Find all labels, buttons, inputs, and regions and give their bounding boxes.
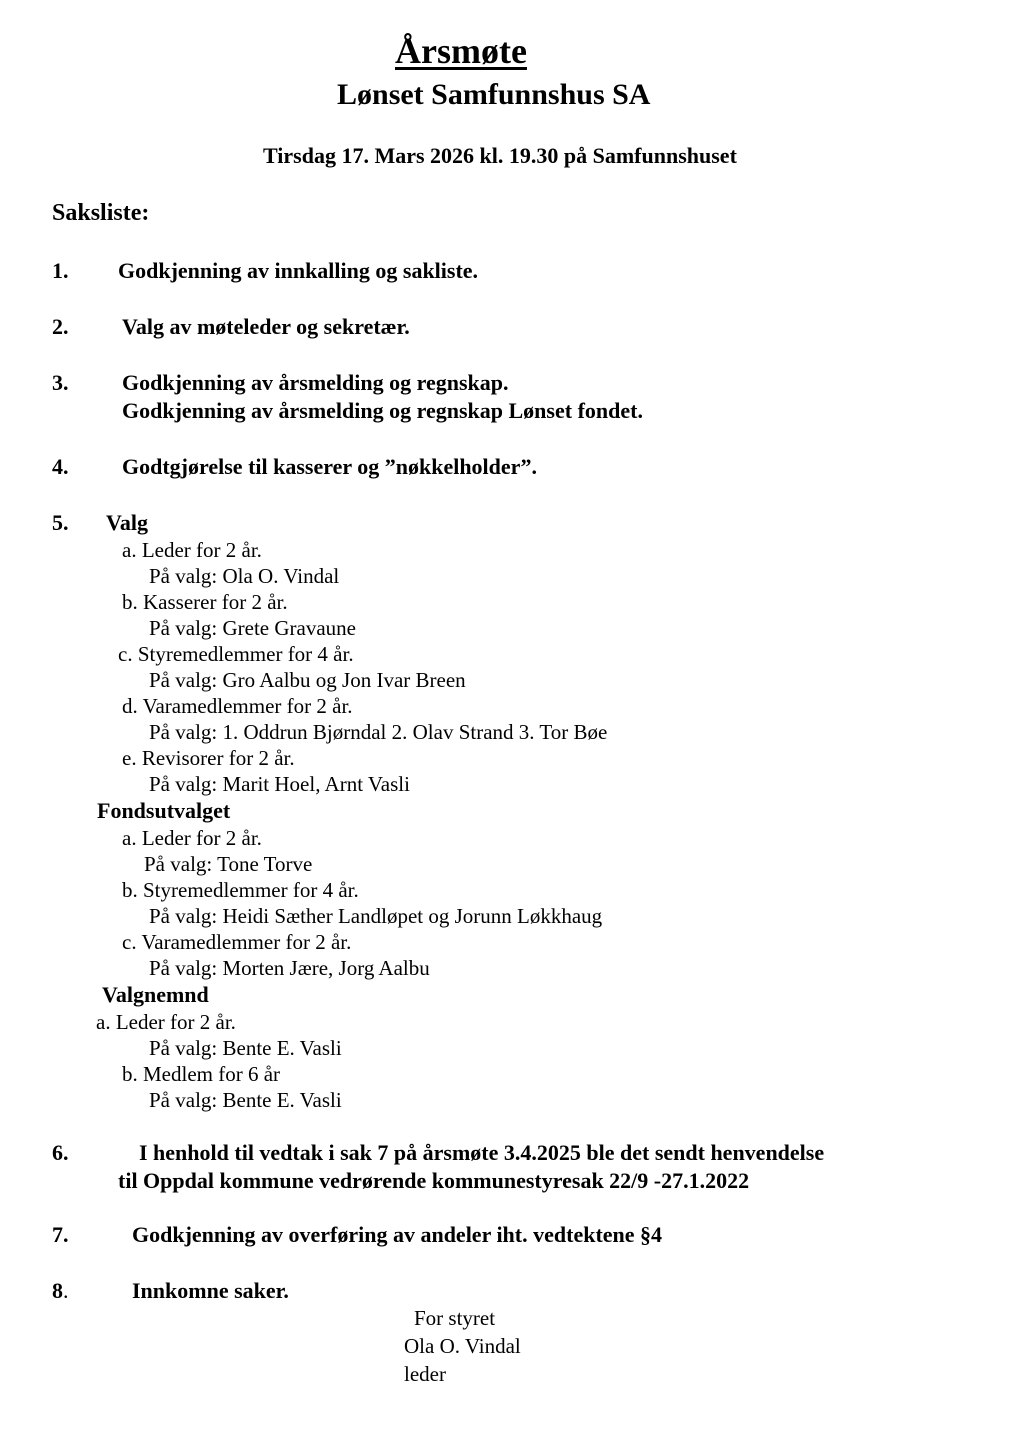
- agenda-item-4: Godtgjørelse til kasserer og ”nøkkelholder”.: [122, 454, 537, 479]
- fonds-item-label: a. Leder for 2 år.: [122, 826, 262, 850]
- agenda-item-6-line2: til Oppdal kommune vedrørende kommunestyresak 22/9 -27.1.2022: [118, 1168, 750, 1193]
- valg-item-candidates: På valg: 1. Oddrun Bjørndal 2. Olav Strand 3. Tor Bøe: [149, 720, 608, 744]
- fonds-item-candidates: På valg: Morten Jære, Jorg Aalbu: [149, 956, 430, 980]
- item-number: 1.: [52, 258, 69, 283]
- document-title: Årsmøte: [395, 31, 527, 71]
- valg-item-candidates: På valg: Ola O. Vindal: [149, 564, 340, 588]
- valg-item-label: d. Varamedlemmer for 2 år.: [122, 694, 353, 718]
- agenda-item-2: Valg av møteleder og sekretær.: [122, 314, 410, 339]
- item-number: 6.: [52, 1140, 69, 1165]
- item-number: 7.: [52, 1222, 69, 1247]
- item-number: [52, 1278, 69, 1304]
- valg-item-candidates: På valg: Gro Aalbu og Jon Ivar Breen: [149, 668, 466, 692]
- meeting-info: Tirsdag 17. Mars 2026 kl. 19.30 på Samfunnshuset: [263, 143, 737, 168]
- item-number: 2.: [52, 314, 69, 339]
- item-number: 5.: [52, 510, 69, 535]
- agenda-item-5: Valg: [106, 510, 148, 535]
- signature-role: leder: [404, 1362, 446, 1386]
- valgnemnd-item-label: b. Medlem for 6 år: [122, 1062, 281, 1086]
- item-number-dot: .: [63, 1278, 69, 1303]
- agenda-item-3: Godkjenning av årsmelding og regnskap.: [122, 370, 509, 395]
- organization-name: Lønset Samfunnshus SA: [337, 78, 651, 111]
- fonds-item-candidates: På valg: Tone Torve: [144, 852, 313, 876]
- valg-item-candidates: På valg: Grete Gravaune: [149, 616, 356, 640]
- agenda-heading: Saksliste:: [52, 200, 150, 226]
- fonds-item-label: c. Varamedlemmer for 2 år.: [122, 930, 352, 954]
- valg-item-label: a. Leder for 2 år.: [122, 538, 262, 562]
- fonds-item-label: b. Styremedlemmer for 4 år.: [122, 878, 359, 902]
- item-number-digit: 8: [52, 1278, 63, 1303]
- valg-item-label: c. Styremedlemmer for 4 år.: [118, 642, 354, 666]
- fonds-item-candidates: På valg: Heidi Sæther Landløpet og Jorunn Løkkhaug: [149, 904, 603, 928]
- valgnemnd-item-candidates: På valg: Bente E. Vasli: [149, 1036, 342, 1060]
- valg-item-label: b. Kasserer for 2 år.: [122, 590, 288, 614]
- agenda-item-3-line2: Godkjenning av årsmelding og regnskap Lønset fondet.: [122, 398, 643, 423]
- agenda-item-1: Godkjenning av innkalling og sakliste.: [118, 258, 479, 283]
- signature-for-board: For styret: [414, 1306, 496, 1330]
- valgnemnd-item-label: a. Leder for 2 år.: [96, 1010, 236, 1034]
- valg-item-label: e. Revisorer for 2 år.: [122, 746, 295, 770]
- valg-item-candidates: På valg: Marit Hoel, Arnt Vasli: [149, 772, 410, 796]
- agenda-item-8: Innkomne saker.: [132, 1278, 289, 1303]
- item-number: 3.: [52, 370, 69, 395]
- signature-name: Ola O. Vindal: [404, 1334, 521, 1358]
- valgnemnd-item-candidates: På valg: Bente E. Vasli: [149, 1088, 342, 1112]
- valgnemnd-heading: Valgnemnd: [102, 982, 209, 1007]
- item-number: 4.: [52, 454, 69, 479]
- agenda-item-7: Godkjenning av overføring av andeler iht. vedtektene §4: [132, 1222, 663, 1247]
- fondsutvalget-heading: Fondsutvalget: [97, 798, 231, 823]
- agenda-item-6: I henhold til vedtak i sak 7 på årsmøte 3.4.2025 ble det sendt henvendelse: [139, 1140, 825, 1165]
